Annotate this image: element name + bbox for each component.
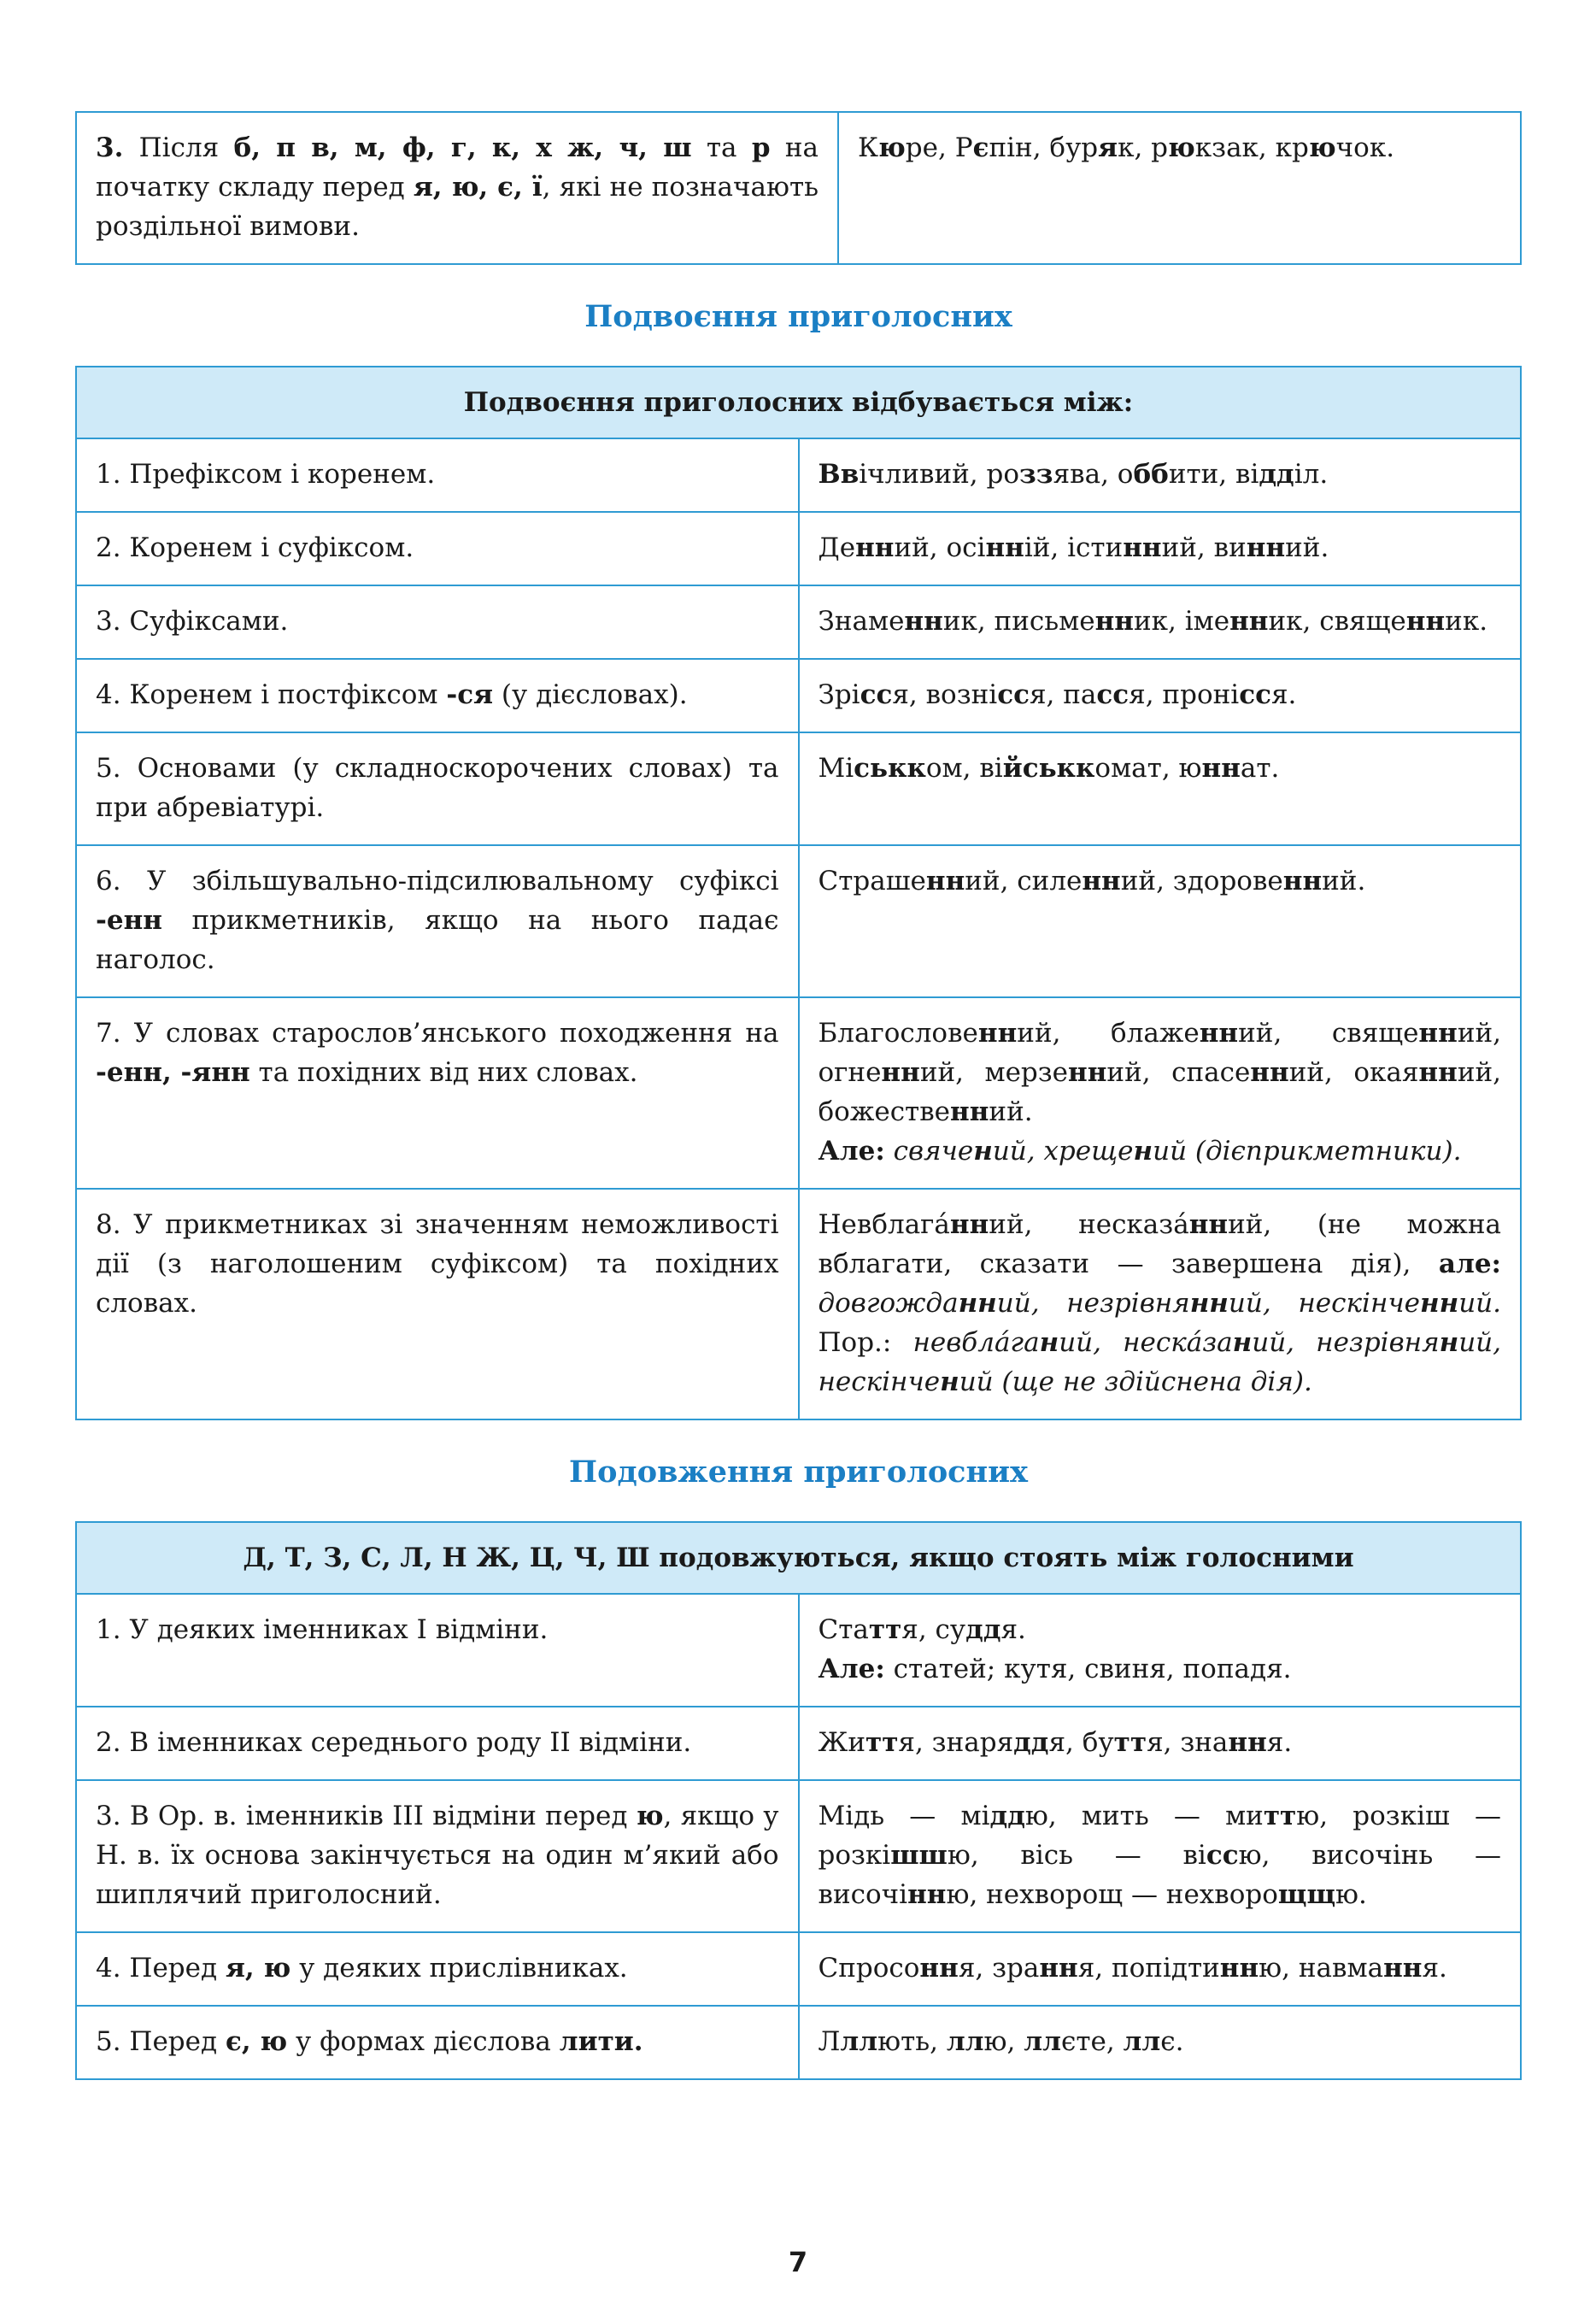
table-row	[76, 1189, 1521, 1419]
example-cell: Життя, знаряддя, буття, знання.	[799, 1707, 1522, 1780]
example-cell: Знаменник, письменник, іменник, священник.	[799, 585, 1522, 659]
rule-cell: 1. Префіксом і коренем.	[76, 438, 799, 512]
table-soft-sign-continuation	[75, 111, 1522, 265]
section-title-lengthening: Подовження приголосних	[569, 1455, 1028, 1490]
rule-cell: 4. Коренем і постфіксом -ся (у дієсловах).	[76, 659, 799, 732]
rule-cell: 3. В Ор. в. іменників ІІІ відміни перед ю, якщо у Н. в. їх основа закінчується на один м’який або шиплячий приголосний.	[76, 1780, 799, 1932]
example-cell: Денний, осінній, істинний, винний.	[799, 512, 1522, 585]
table-header: Д, Т, З, С, Л, Н Ж, Ц, Ч, Ш подовжуються, якщо стоять між голосними	[76, 1522, 1521, 1594]
rule-cell: 2. В іменниках середнього роду ІІ відміни.	[76, 1707, 799, 1780]
table-lengthening	[75, 1521, 1522, 2080]
rule-cell: 6. У збільшувально-підсилювальному суфіксі -енн прикметників, якщо на нього падає наголос.	[76, 845, 799, 997]
table-row	[76, 438, 1521, 512]
example-cell: Міськком, військкомат, юннат.	[799, 732, 1522, 845]
example-cell: Кюре, Рєпін, буряк, рюкзак, крючок.	[838, 112, 1521, 264]
example-cell: Ввічливий, роззява, оббити, відділ.	[799, 438, 1522, 512]
table-header-row	[76, 367, 1521, 438]
rule-cell: 3. Після б, п в, м, ф, г, к, х ж, ч, ш та р на початку складу перед я, ю, є, ї, які не позначають роздільної вимови.	[76, 112, 838, 264]
table-row	[76, 1932, 1521, 2006]
example-cell: Стаття, суддя. Але: статей; кутя, свиня, попадя.	[799, 1594, 1522, 1707]
rule-cell: 3. Суфіксами.	[76, 585, 799, 659]
table-doubling	[75, 366, 1522, 1420]
example-cell: Страшенний, силенний, здоровенний.	[799, 845, 1522, 997]
rule-cell: 5. Основами (у складноскорочених словах) та при абревіатурі.	[76, 732, 799, 845]
rule-cell: 2. Коренем і суфіксом.	[76, 512, 799, 585]
table-row	[76, 1780, 1521, 1932]
table-row	[76, 2006, 1521, 2079]
example-cell: Благословенний, блаженний, священний, огненний, мерзенний, спасенний, окаянний, божественний. Але: свячений, хрещений (дієприкметники).	[799, 997, 1522, 1189]
rule-cell: 5. Перед є, ю у формах дієслова лити.	[76, 2006, 799, 2079]
example-cell: Невблага́нний, несказа́нний, (не можна вблагати, сказати — завершена дія), але: довгожданний, незрівнянний, нескінченний. Пор.: невбла́ганий, неска́заний, незрівняний, нескінчений (ще не здійснена дія).	[799, 1189, 1522, 1419]
example-cell: Спросоння, зрання, попідтинню, навмання.	[799, 1932, 1522, 2006]
table-row	[76, 112, 1521, 264]
table-header-row	[76, 1522, 1521, 1594]
table-row	[76, 997, 1521, 1189]
table-row	[76, 845, 1521, 997]
example-cell: Мідь — міддю, мить — миттю, розкіш — розкішшю, вісь — віссю, височінь — височінню, нехворощ — нехворощщю.	[799, 1780, 1522, 1932]
table-row	[76, 659, 1521, 732]
table-row	[76, 732, 1521, 845]
page-content	[75, 111, 1522, 2080]
rule-cell: 1. У деяких іменниках І відміни.	[76, 1594, 799, 1707]
table-row	[76, 1707, 1521, 1780]
rule-cell: 8. У прикметниках зі значенням неможливості дії (з наголошеним суфіксом) та похідних словах.	[76, 1189, 799, 1419]
rule-cell: 4. Перед я, ю у деяких прислівниках.	[76, 1932, 799, 2006]
table-row	[76, 585, 1521, 659]
section-title-doubling: Подвоєння приголосних	[584, 299, 1012, 334]
table-row	[76, 512, 1521, 585]
example-cell: Лллють, ллю, ллєте, ллє.	[799, 2006, 1522, 2079]
example-cell: Зрісся, вознісся, пасся, пронісся.	[799, 659, 1522, 732]
page-number: 7	[788, 2246, 808, 2278]
table-row	[76, 1594, 1521, 1707]
rule-cell: 7. У словах старослов’янського походження на -енн, -янн та похідних від них словах.	[76, 997, 799, 1189]
table-header: Подвоєння приголосних відбувається між:	[76, 367, 1521, 438]
